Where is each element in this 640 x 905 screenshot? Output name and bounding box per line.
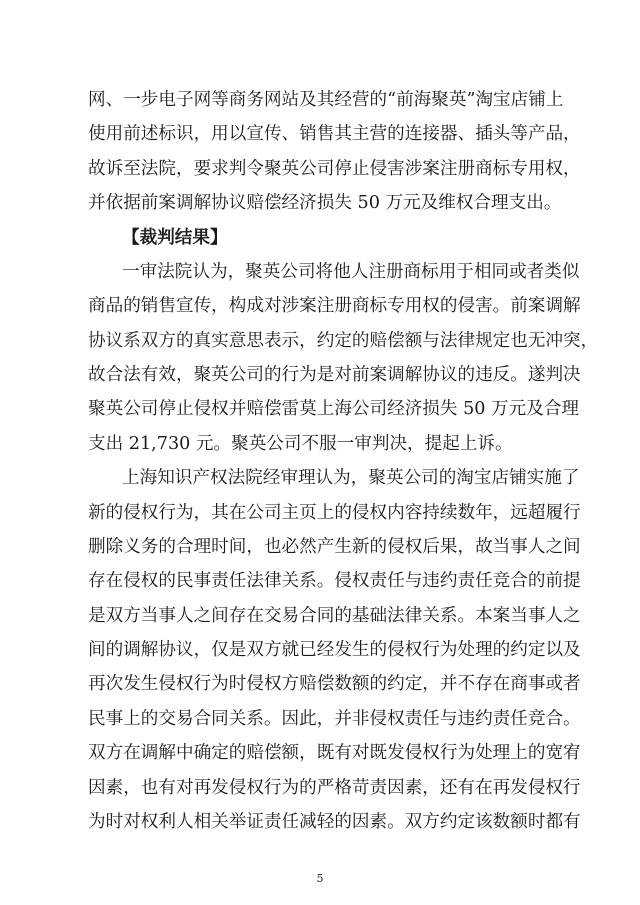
text-line: 故合法有效，聚英公司的行为是对前案调解协议的违反。遂判决 — [88, 365, 581, 386]
text-line: 双方在调解中确定的赔偿额，既有对既发侵权行为处理上的宽宥 — [88, 743, 581, 764]
text-line: 新的侵权行为，其在公司主页上的侵权内容持续数年，远超履行 — [88, 502, 581, 523]
text-line: 使用前述标识，用以宣传、销售其主营的连接器、插头等产品， — [88, 124, 581, 145]
text-line: 存在侵权的民事责任法律关系。侵权责任与违约责任竞合的前提 — [88, 571, 581, 592]
text-line: 间的调解协议，仅是双方就已经发生的侵权行为处理的约定以及 — [88, 640, 581, 661]
text-line: 并依据前案调解协议赔偿经济损失 50 万元及维权合理支出。 — [88, 193, 562, 214]
page-number: 5 — [316, 872, 324, 885]
text-line: 故诉至法院，要求判令聚英公司停止侵害涉案注册商标专用权， — [88, 158, 581, 179]
text-line: 商品的销售宣传，构成对涉案注册商标专用权的侵害。前案调解 — [88, 296, 581, 317]
text-line: 一审法院认为，聚英公司将他人注册商标用于相同或者类似 — [122, 261, 580, 282]
section-heading: 【裁判结果】 — [122, 226, 228, 248]
text-line: 支出 21,730 元。聚英公司不服一审判决，提起上诉。 — [88, 433, 513, 454]
text-line: 民事上的交易合同关系。因此，并非侵权责任与违约责任竞合。 — [88, 708, 581, 729]
text-line: 因素，也有对再发侵权行为的严格苛责因素，还有在再发侵权行 — [88, 777, 581, 798]
text-line: 上海知识产权法院经审理认为，聚英公司的淘宝店铺实施了 — [122, 468, 580, 489]
text-line: 再次发生侵权行为时侵权方赔偿数额的约定，并不存在商事或者 — [88, 674, 581, 695]
text-line: 删除义务的合理时间，也必然产生新的侵权后果，故当事人之间 — [88, 536, 581, 557]
text-line: 网、一步电子网等商务网站及其经营的“前海聚英”淘宝店铺上 — [88, 90, 564, 110]
text-line: 为时对权利人相关举证责任减轻的因素。双方约定该数额时都有 — [88, 812, 581, 832]
text-line: 聚英公司停止侵权并赔偿雷莫上海公司经济损失 50 万元及合理 — [88, 399, 580, 420]
text-line: 协议系双方的真实意思表示，约定的赔偿额与法律规定也无冲突， — [88, 330, 599, 351]
text-line: 是双方当事人之间存在交易合同的基础法律关系。本案当事人之 — [88, 605, 581, 626]
